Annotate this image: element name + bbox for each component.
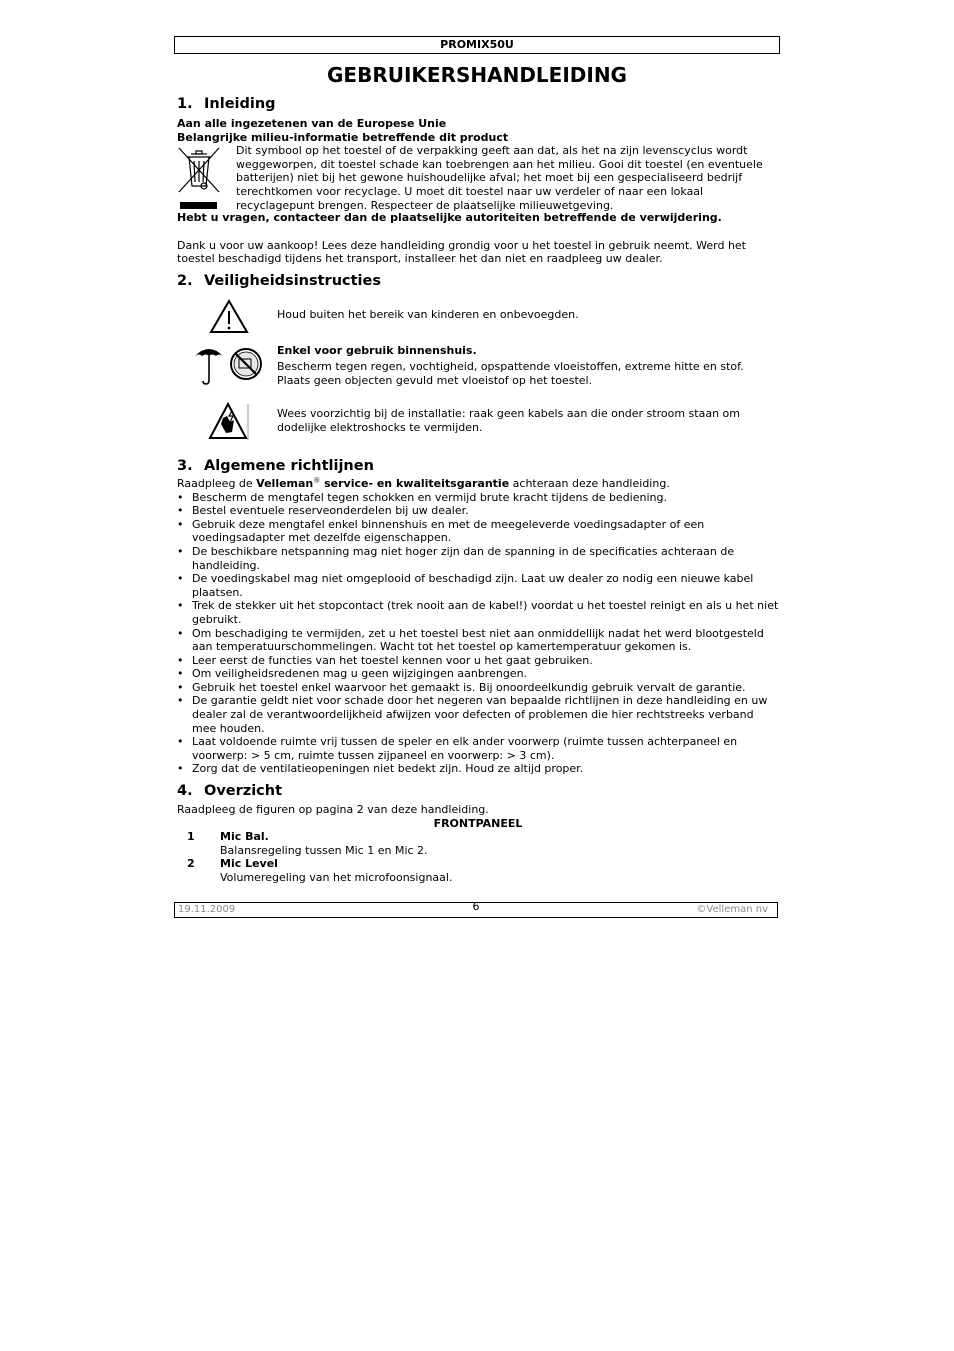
panel-item — [177, 857, 779, 884]
section-title: Overzicht — [204, 783, 283, 800]
model-header: PROMIX50U — [174, 36, 780, 54]
section-number: 1. — [177, 96, 193, 112]
section-number: 2. — [177, 272, 193, 289]
list-item: • Bescherm de mengtafel tegen schokken en vermijd brute kracht tijdens de bediening. — [177, 491, 779, 505]
env-heading: Belangrijke milieu-informatie betreffende dit product — [177, 130, 509, 144]
panel-item — [177, 830, 779, 857]
page-number: 6 — [472, 900, 480, 913]
env-text: Dit symbool op het toestel of de verpakking geeft aan dat, als het na zijn levenscyclus wordt weggeworpen, dit toestel schade kan toebrengen aan het milieu. Gooi dit toestel (en eventuele batterijen) niet bij het gewone huishoudelijke afval; het moet bij een gespecialiseerd bedrijf terechtkomen voor recyclage. U moet dit toestel naar uw verdeler of naar een lokaal recyclagepunt brengen. Respecteer de plaatselijke milieuwetgeving. — [236, 144, 763, 212]
list-item: • De voedingskabel mag niet omgeplooid of beschadigd zijn. Laat uw dealer zo nodig een nieuwe kabel plaatsen. — [177, 572, 779, 599]
list-item: • De garantie geldt niet voor schade door het negeren van bepaalde richtlijnen in deze handleiding en uw dealer zal de verantwoordelijkheid afwijzen voor defecten of problemen die hier rechtstreeks verband mee houden. — [177, 694, 779, 735]
list-item: • Bestel eventuele reserveonderdelen bij uw dealer. — [177, 504, 779, 518]
children-text: Houd buiten het bereik van kinderen en onbevoegden. — [277, 307, 579, 321]
item-number: 1 — [187, 830, 195, 844]
list-item: • De beschikbare netspanning mag niet hoger zijn dan de spanning in de specificaties achteraan de handleiding. — [177, 545, 779, 572]
warning-triangle-icon — [177, 299, 273, 339]
item-description: Volumeregeling van het microfoonsignaal. — [220, 871, 453, 884]
guarantee-name: service- en kwaliteitsgarantie — [320, 476, 510, 490]
document-title: GEBRUIKERSHANDLEIDING — [327, 63, 627, 87]
section-number: 3. — [177, 457, 193, 474]
section-3-heading — [177, 457, 779, 475]
item-name: Mic Bal. — [220, 830, 269, 844]
list-item: • Om beschadiging te vermijden, zet u het toestel best niet aan onmiddellijk nadat het werd blootgesteld aan temperatuurschommelingen. Wacht tot het toestel op kamertemperatuur gekomen is. — [177, 627, 779, 654]
list-item: • Om veiligheidsredenen mag u geen wijzigingen aanbrengen. — [177, 667, 779, 681]
section-title: Algemene richtlijnen — [204, 457, 374, 474]
registered-mark: ® — [313, 476, 321, 485]
safety-indoor-row — [177, 344, 779, 394]
list-item: • Gebruik deze mengtafel enkel binnenshuis en met de meegeleverde voedingsadapter of een voedingsadapter met dezelfde eigenschappen. — [177, 518, 779, 545]
crossed-bin-icon — [177, 146, 223, 210]
shock-text: Wees voorzichtig bij de installatie: raak geen kabels aan die onder stroom staan om dodelijke elektroshocks te vermijden. — [277, 406, 740, 434]
list-item: • Zorg dat de ventilatieopeningen niet bedekt zijn. Houd ze altijd proper. — [177, 762, 779, 776]
section-title: Veiligheidsinstructies — [204, 272, 381, 289]
contact-text: Hebt u vragen, contacteer dan de plaatselijke autoriteiten betreffende de verwijdering. — [177, 211, 722, 225]
item-number: 2 — [187, 857, 195, 871]
overview-intro: Raadpleeg de figuren op pagina 2 van deze handleiding. — [177, 803, 489, 817]
list-item: • Gebruik het toestel enkel waarvoor het gemaakt is. Bij onoordeelkundig gebruik vervalt de garantie. — [177, 681, 779, 695]
thanks-text: Dank u voor uw aankoop! Lees deze handleiding grondig voor u het toestel in gebruik neemt. Werd het toestel beschadigd tijdens het transport, installeer het dan niet en raadpleeg uw dealer. — [177, 238, 746, 266]
section-1-heading — [177, 95, 779, 113]
guidelines-list — [177, 491, 779, 776]
item-name: Mic Level — [220, 857, 278, 871]
indoor-only-icon — [177, 344, 273, 388]
front-panel-heading: FRONTPANEEL — [433, 816, 523, 830]
list-item: • Leer eerst de functies van het toestel kennen voor u het gaat gebruiken. — [177, 654, 779, 668]
section-4-heading — [177, 782, 779, 800]
indoor-heading: Enkel voor gebruik binnenshuis. — [277, 343, 477, 357]
item-description: Balansregeling tussen Mic 1 en Mic 2. — [220, 843, 428, 857]
section-2-heading — [177, 272, 779, 290]
content — [177, 95, 779, 885]
safety-children-row — [177, 299, 779, 339]
indoor-text: Bescherm tegen regen, vochtigheid, opspattende vloeistoffen, extreme hitte en stof. Plaats geen objecten gevuld met vloeistof op het toestel. — [277, 359, 744, 387]
brand-name: Velleman — [256, 476, 314, 490]
page-footer — [174, 902, 778, 918]
env-block — [177, 144, 779, 211]
guidelines-intro — [177, 477, 779, 491]
list-item: • Trek de stekker uit het stopcontact (trek nooit aan de kabel!) voordat u het toestel reinigt en als u het niet gebruikt. — [177, 599, 779, 626]
eu-heading: Aan alle ingezetenen van de Europese Unie — [177, 117, 447, 130]
section-number: 4. — [177, 783, 193, 800]
intro-post: achteraan deze handleiding. — [509, 476, 670, 490]
footer-date: 19.11.2009 — [178, 904, 236, 915]
section-title: Inleiding — [204, 96, 276, 112]
electric-shock-icon — [177, 402, 273, 442]
list-item: • Laat voldoende ruimte vrij tussen de speler en elk ander voorwerp (ruimte tussen achterpaneel en voorwerp: > 5 cm, ruimte tussen zijpaneel en voorwerp: > 3 cm). — [177, 735, 779, 762]
footer-copyright: ©Velleman nv — [696, 904, 768, 915]
intro-pre: Raadpleeg de — [177, 476, 257, 490]
safety-shock-row — [177, 402, 779, 444]
